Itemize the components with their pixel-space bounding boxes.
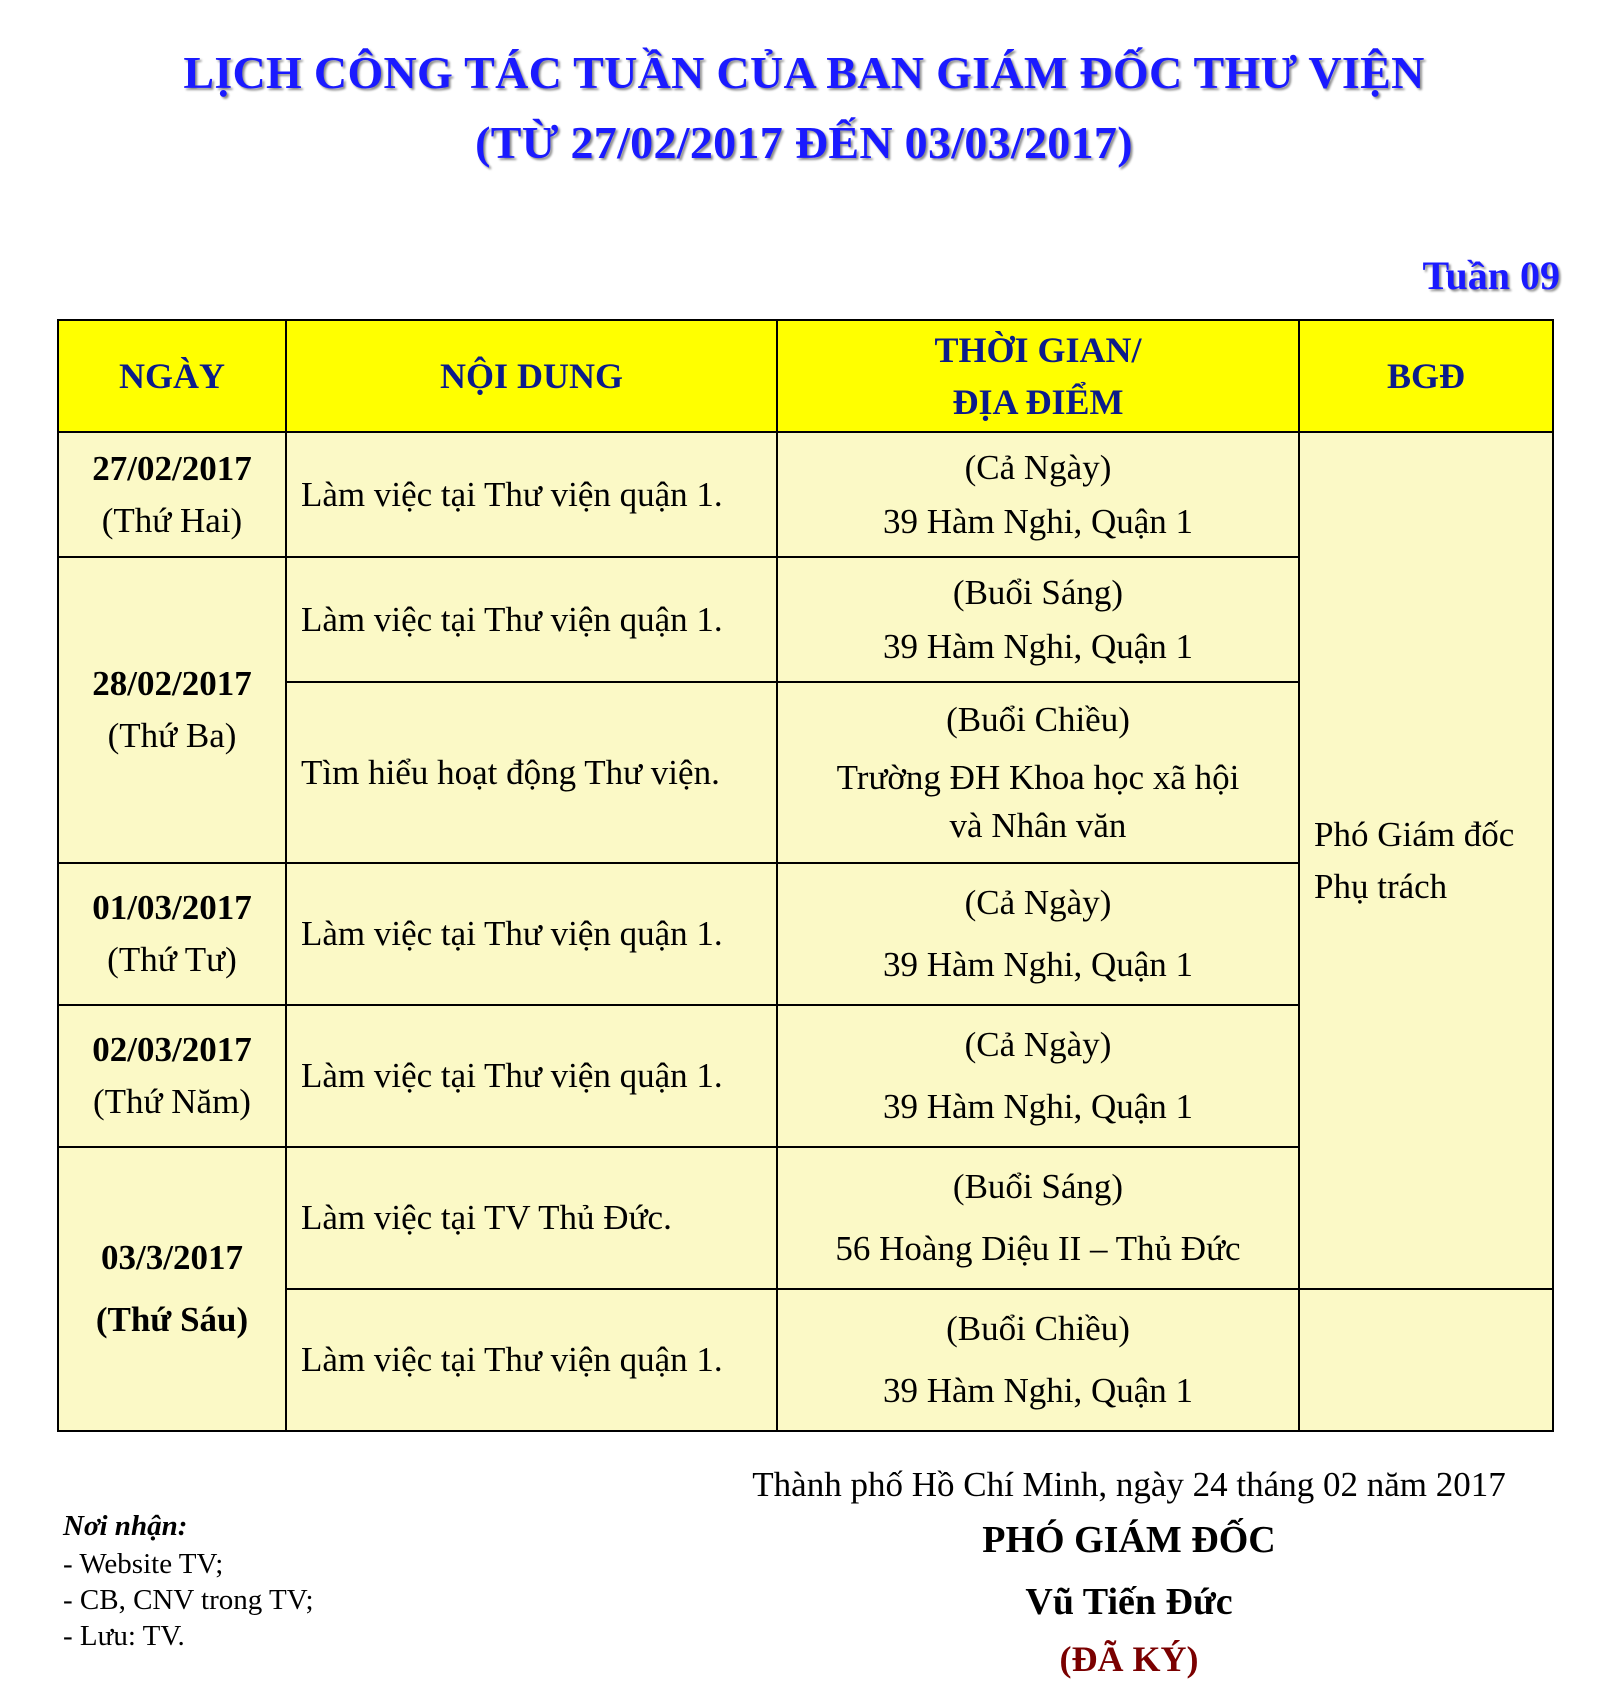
place-text: 39 Hàm Nghi, Quận 1: [882, 945, 1194, 984]
content-cell: Làm việc tại TV Thủ Đức.: [286, 1147, 777, 1289]
content-cell: Làm việc tại Thư viện quận 1.: [286, 557, 777, 682]
content-cell: Làm việc tại Thư viện quận 1.: [286, 1289, 777, 1431]
content-cell: Làm việc tại Thư viện quận 1.: [286, 1005, 777, 1147]
weekday-text: (Thứ Tư): [107, 940, 237, 979]
weekday-text: (Thứ Ba): [107, 716, 237, 755]
place-text: 39 Hàm Nghi, Quận 1: [882, 1087, 1194, 1126]
date-cell: [58, 863, 286, 1005]
date-cell: [58, 1147, 286, 1431]
time-place-cell: [777, 557, 1299, 682]
signed-stamp: (ĐÃ KÝ): [1059, 1639, 1199, 1679]
weekday-text: (Thứ Sáu): [95, 1300, 249, 1339]
place-text: 39 Hàm Nghi, Quận 1: [882, 626, 1194, 666]
place-text: Trường ĐH Khoa học xã hội: [836, 757, 1240, 797]
col-header-date: NGÀY: [58, 320, 286, 432]
date-text: 27/02/2017: [92, 448, 252, 488]
bgd-empty-cell: [1299, 1289, 1553, 1431]
bgd-title: Phó Giám đốc: [1314, 814, 1515, 854]
bgd-subtitle: Phụ trách: [1314, 866, 1448, 906]
date-text: 03/3/2017: [101, 1238, 243, 1277]
time-place-cell: [777, 432, 1299, 557]
time-place-cell: [777, 863, 1299, 1005]
time-place-cell: [777, 682, 1299, 863]
page-title: LỊCH CÔNG TÁC TUẦN CỦA BAN GIÁM ĐỐC THƯ VIỆN: [183, 47, 1425, 98]
recipients-heading: Nơi nhận:: [63, 1510, 188, 1542]
signer-name: Vũ Tiến Đức: [1025, 1581, 1233, 1623]
time-text: (Cả Ngày): [964, 1025, 1112, 1064]
date-text: 01/03/2017: [92, 888, 252, 927]
date-text: 28/02/2017: [92, 664, 252, 703]
place-text: 39 Hàm Nghi, Quận 1: [882, 501, 1194, 541]
time-text: (Buổi Sáng): [952, 1167, 1124, 1206]
col-header-time: THỜI GIAN/: [934, 330, 1142, 370]
time-place-cell: [777, 1147, 1299, 1289]
recipient-item: - Lưu: TV.: [63, 1620, 185, 1652]
time-text: (Cả Ngày): [964, 883, 1112, 922]
recipient-item: - Website TV;: [63, 1548, 224, 1580]
city-date: Thành phố Hồ Chí Minh, ngày 24 tháng 02 năm 2017: [752, 1465, 1506, 1504]
col-header-place: ĐỊA ĐIỂM: [952, 382, 1124, 422]
time-text: (Buổi Sáng): [952, 572, 1124, 612]
col-header-time-place: [777, 320, 1299, 432]
time-place-cell: [777, 1289, 1299, 1431]
table-row: [58, 432, 1553, 557]
content-cell: Làm việc tại Thư viện quận 1.: [286, 863, 777, 1005]
time-text: (Cả Ngày): [964, 447, 1112, 487]
weekday-text: (Thứ Hai): [101, 500, 243, 540]
weekday-text: (Thứ Năm): [93, 1082, 251, 1121]
place-text: 56 Hoàng Diệu II – Thủ Đức: [835, 1229, 1241, 1268]
date-range-subtitle: (TỪ 27/02/2017 ĐẾN 03/03/2017): [475, 117, 1133, 168]
schedule-table: [57, 319, 1554, 1432]
col-header-bgd: BGĐ: [1299, 320, 1553, 432]
content-cell: Tìm hiểu hoạt động Thư viện.: [286, 682, 777, 863]
date-cell: [58, 557, 286, 863]
table-header-row: [58, 320, 1553, 432]
time-place-cell: [777, 1005, 1299, 1147]
week-label: Tuần 09: [1422, 253, 1560, 298]
recipient-item: - CB, CNV trong TV;: [63, 1584, 314, 1616]
date-cell: [58, 1005, 286, 1147]
time-text: (Buổi Chiều): [946, 1309, 1130, 1348]
content-cell: Làm việc tại Thư viện quận 1.: [286, 432, 777, 557]
date-cell: [58, 432, 286, 557]
bgd-cell: [1299, 432, 1553, 1289]
col-header-content: NỘI DUNG: [286, 320, 777, 432]
time-text: (Buổi Chiều): [946, 699, 1130, 739]
signer-role: PHÓ GIÁM ĐỐC: [982, 1519, 1276, 1561]
date-text: 02/03/2017: [92, 1030, 252, 1069]
place-text: 39 Hàm Nghi, Quận 1: [882, 1371, 1194, 1410]
place-text-2: và Nhân văn: [949, 805, 1127, 845]
